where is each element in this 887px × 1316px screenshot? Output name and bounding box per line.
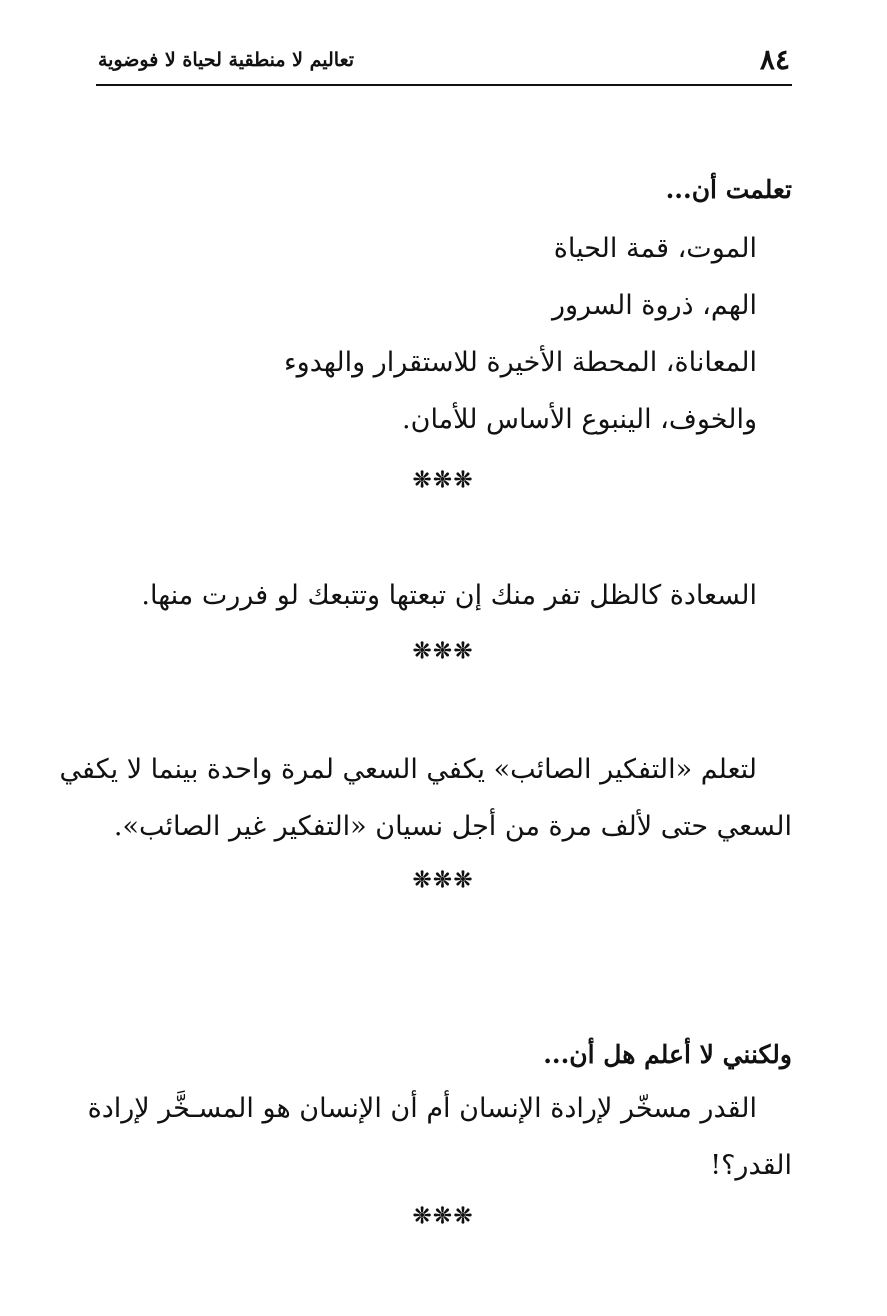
section-divider-1: ❊❊❊	[412, 467, 475, 493]
learned-line-fear: والخوف، الينبوع الأساس للأمان.	[402, 404, 757, 435]
thinking-paragraph	[59, 741, 792, 855]
section-heading-learned: تعلمت أن...	[665, 175, 792, 204]
section-heading-dont-know: ولكنني لا أعلم هل أن...	[543, 1040, 792, 1069]
learned-line-death: الموت، قمة الحياة	[553, 233, 757, 264]
thinking-line-1: لتعلم «التفكير الصائب» يكفي السعي لمرة واحدة بينما لا يكفي	[59, 754, 757, 785]
fate-line-1: القدر مسخّر لإرادة الإنسان أم أن الإنسان هو المسـخَّر لإرادة	[87, 1093, 757, 1124]
happiness-line: السعادة كالظل تفر منك إن تبعتها وتتبعك لو فررت منها.	[141, 580, 757, 611]
fate-line-2: القدر؟!	[710, 1150, 792, 1181]
thinking-line-2: السعي حتى لألف مرة من أجل نسيان «التفكير غير الصائب».	[113, 811, 792, 842]
page-header	[96, 40, 792, 86]
running-title: تعاليم لا منطقية لحياة لا فوضوية	[98, 49, 355, 71]
happiness-paragraph	[92, 567, 792, 624]
page-number: ٨٤	[759, 43, 790, 76]
learned-list	[92, 220, 792, 448]
learned-line-suffering: المعاناة، المحطة الأخيرة للاستقرار والهدوء	[283, 347, 757, 378]
section-divider-2: ❊❊❊	[412, 638, 475, 664]
fate-paragraph	[87, 1080, 792, 1194]
learned-line-worry: الهم، ذروة السرور	[551, 290, 757, 321]
section-divider-3: ❊❊❊	[412, 867, 475, 893]
section-divider-4: ❊❊❊	[412, 1203, 475, 1229]
